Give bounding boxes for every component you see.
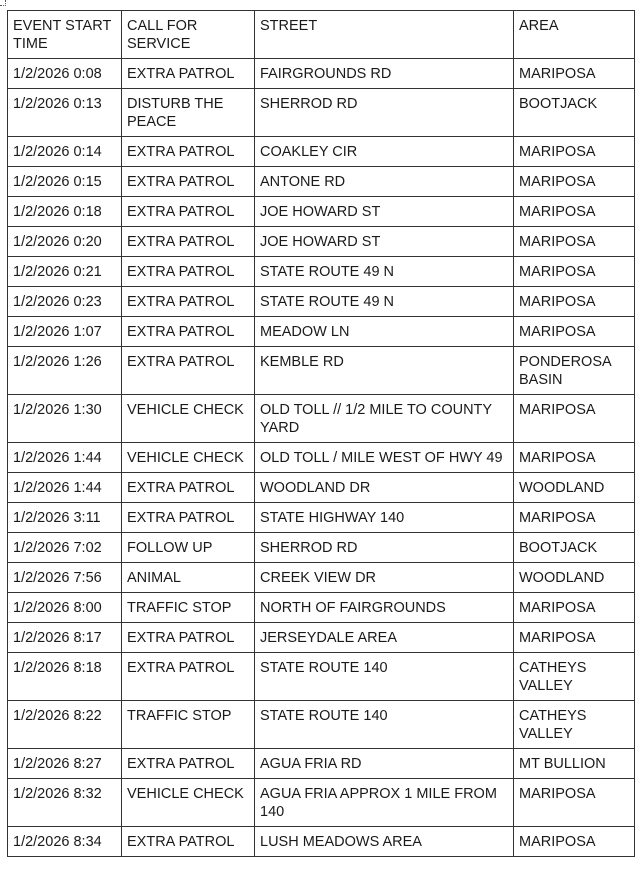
table-row — [8, 827, 635, 857]
area-cell: MARIPOSA — [514, 827, 635, 857]
event-start-time-cell: 1/2/2026 3:11 — [8, 503, 122, 533]
area-cell: PONDEROSA BASIN — [514, 347, 635, 395]
area-cell: BOOTJACK — [514, 533, 635, 563]
event-start-time-cell: 1/2/2026 0:13 — [8, 89, 122, 137]
area-cell: MARIPOSA — [514, 197, 635, 227]
header-area: AREA — [514, 11, 635, 59]
event-start-time-cell: 1/2/2026 8:18 — [8, 653, 122, 701]
table-row — [8, 443, 635, 473]
table-row — [8, 701, 635, 749]
table-row — [8, 257, 635, 287]
area-cell: BOOTJACK — [514, 89, 635, 137]
table-row — [8, 197, 635, 227]
area-cell: MARIPOSA — [514, 257, 635, 287]
header-call-for-service: CALL FOR SERVICE — [122, 11, 255, 59]
table-row — [8, 623, 635, 653]
call-for-service-cell: EXTRA PATROL — [122, 749, 255, 779]
street-cell: LUSH MEADOWS AREA — [255, 827, 514, 857]
area-cell: MARIPOSA — [514, 167, 635, 197]
table-row — [8, 503, 635, 533]
table-row — [8, 167, 635, 197]
table-row — [8, 89, 635, 137]
table-row — [8, 563, 635, 593]
table-row — [8, 137, 635, 167]
call-for-service-cell: EXTRA PATROL — [122, 503, 255, 533]
area-cell: WOODLAND — [514, 563, 635, 593]
event-start-time-cell: 1/2/2026 7:56 — [8, 563, 122, 593]
area-cell: MARIPOSA — [514, 287, 635, 317]
call-for-service-cell: EXTRA PATROL — [122, 653, 255, 701]
call-for-service-cell: VEHICLE CHECK — [122, 779, 255, 827]
call-for-service-cell: EXTRA PATROL — [122, 827, 255, 857]
event-start-time-cell: 1/2/2026 0:15 — [8, 167, 122, 197]
street-cell: STATE ROUTE 140 — [255, 653, 514, 701]
event-start-time-cell: 1/2/2026 1:07 — [8, 317, 122, 347]
street-cell: ANTONE RD — [255, 167, 514, 197]
street-cell: JOE HOWARD ST — [255, 197, 514, 227]
event-start-time-cell: 1/2/2026 8:27 — [8, 749, 122, 779]
event-start-time-cell: 1/2/2026 8:17 — [8, 623, 122, 653]
street-cell: SHERROD RD — [255, 533, 514, 563]
area-cell: MARIPOSA — [514, 317, 635, 347]
call-log-table — [7, 10, 635, 857]
street-cell: JOE HOWARD ST — [255, 227, 514, 257]
street-cell: OLD TOLL / MILE WEST OF HWY 49 — [255, 443, 514, 473]
table-row — [8, 287, 635, 317]
call-for-service-cell: EXTRA PATROL — [122, 473, 255, 503]
street-cell: STATE ROUTE 49 N — [255, 257, 514, 287]
call-for-service-cell: EXTRA PATROL — [122, 227, 255, 257]
street-cell: COAKLEY CIR — [255, 137, 514, 167]
area-cell: MARIPOSA — [514, 227, 635, 257]
event-start-time-cell: 1/2/2026 7:02 — [8, 533, 122, 563]
call-for-service-cell: VEHICLE CHECK — [122, 395, 255, 443]
street-cell: STATE ROUTE 49 N — [255, 287, 514, 317]
event-start-time-cell: 1/2/2026 0:23 — [8, 287, 122, 317]
event-start-time-cell: 1/2/2026 1:44 — [8, 473, 122, 503]
area-cell: MARIPOSA — [514, 503, 635, 533]
table-row — [8, 749, 635, 779]
call-for-service-cell: EXTRA PATROL — [122, 167, 255, 197]
event-start-time-cell: 1/2/2026 0:14 — [8, 137, 122, 167]
call-for-service-cell: TRAFFIC STOP — [122, 701, 255, 749]
event-start-time-cell: 1/2/2026 8:34 — [8, 827, 122, 857]
area-cell: CATHEYS VALLEY — [514, 701, 635, 749]
event-start-time-cell: 1/2/2026 1:44 — [8, 443, 122, 473]
header-street: STREET — [255, 11, 514, 59]
area-cell: MARIPOSA — [514, 137, 635, 167]
event-start-time-cell: 1/2/2026 8:00 — [8, 593, 122, 623]
street-cell: FAIRGROUNDS RD — [255, 59, 514, 89]
area-cell: MT BULLION — [514, 749, 635, 779]
street-cell: KEMBLE RD — [255, 347, 514, 395]
area-cell: WOODLAND — [514, 473, 635, 503]
corner-mark — [0, 0, 6, 6]
table-row — [8, 779, 635, 827]
event-start-time-cell: 1/2/2026 0:20 — [8, 227, 122, 257]
call-for-service-cell: DISTURB THE PEACE — [122, 89, 255, 137]
table-row — [8, 59, 635, 89]
street-cell: STATE ROUTE 140 — [255, 701, 514, 749]
call-for-service-cell: EXTRA PATROL — [122, 623, 255, 653]
event-start-time-cell: 1/2/2026 1:26 — [8, 347, 122, 395]
area-cell: CATHEYS VALLEY — [514, 653, 635, 701]
call-for-service-cell: EXTRA PATROL — [122, 59, 255, 89]
event-start-time-cell: 1/2/2026 0:21 — [8, 257, 122, 287]
event-start-time-cell: 1/2/2026 1:30 — [8, 395, 122, 443]
table-header-row — [8, 11, 635, 59]
area-cell: MARIPOSA — [514, 593, 635, 623]
call-for-service-cell: ANIMAL — [122, 563, 255, 593]
event-start-time-cell: 1/2/2026 0:18 — [8, 197, 122, 227]
call-for-service-cell: EXTRA PATROL — [122, 287, 255, 317]
call-for-service-cell: VEHICLE CHECK — [122, 443, 255, 473]
street-cell: AGUA FRIA APPROX 1 MILE FROM 140 — [255, 779, 514, 827]
call-for-service-cell: TRAFFIC STOP — [122, 593, 255, 623]
event-start-time-cell: 1/2/2026 8:22 — [8, 701, 122, 749]
area-cell: MARIPOSA — [514, 779, 635, 827]
event-start-time-cell: 1/2/2026 0:08 — [8, 59, 122, 89]
table-row — [8, 317, 635, 347]
call-for-service-cell: FOLLOW UP — [122, 533, 255, 563]
table-row — [8, 533, 635, 563]
area-cell: MARIPOSA — [514, 395, 635, 443]
street-cell: NORTH OF FAIRGROUNDS — [255, 593, 514, 623]
table-row — [8, 227, 635, 257]
area-cell: MARIPOSA — [514, 443, 635, 473]
street-cell: WOODLAND DR — [255, 473, 514, 503]
street-cell: SHERROD RD — [255, 89, 514, 137]
call-for-service-cell: EXTRA PATROL — [122, 317, 255, 347]
table-row — [8, 473, 635, 503]
table-row — [8, 347, 635, 395]
event-start-time-cell: 1/2/2026 8:32 — [8, 779, 122, 827]
area-cell: MARIPOSA — [514, 59, 635, 89]
table-row — [8, 395, 635, 443]
table-row — [8, 593, 635, 623]
table-row — [8, 653, 635, 701]
street-cell: JERSEYDALE AREA — [255, 623, 514, 653]
header-event-start-time: EVENT START TIME — [8, 11, 122, 59]
call-for-service-cell: EXTRA PATROL — [122, 347, 255, 395]
call-for-service-cell: EXTRA PATROL — [122, 197, 255, 227]
street-cell: OLD TOLL // 1/2 MILE TO COUNTY YARD — [255, 395, 514, 443]
area-cell: MARIPOSA — [514, 623, 635, 653]
call-for-service-cell: EXTRA PATROL — [122, 137, 255, 167]
call-for-service-cell: EXTRA PATROL — [122, 257, 255, 287]
street-cell: STATE HIGHWAY 140 — [255, 503, 514, 533]
street-cell: CREEK VIEW DR — [255, 563, 514, 593]
street-cell: MEADOW LN — [255, 317, 514, 347]
street-cell: AGUA FRIA RD — [255, 749, 514, 779]
